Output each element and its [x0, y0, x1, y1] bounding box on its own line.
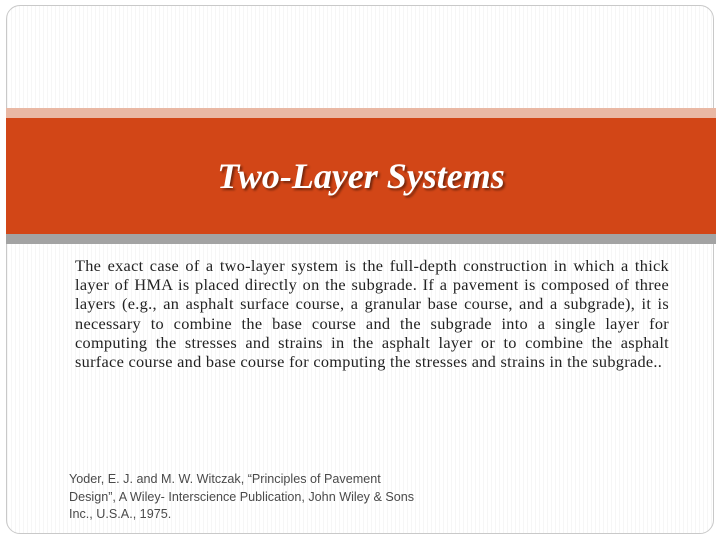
slide-body-text: The exact case of a two-layer system is the full-depth construction in which a thick layer of HMA is placed directly on the subgrade. If a pavement is composed of three layers (e.g., an asphalt surface course, a granular base course, and a subgrade), it is necessary to combine the base course and the subgrade into a single layer for computing the stresses and strains in the asphalt layer or to combine the asphalt surface course and base course for computing the stresses and strains in the subgrade.. [75, 256, 669, 372]
title-band-top-stripe [6, 108, 716, 118]
slide-reference: Yoder, E. J. and M. W. Witczak, “Principles of Pavement Design”, A Wiley- Interscience Publication, John Wiley & Sons Inc., U.S.A., 1975. [69, 472, 415, 521]
slide-title: Two-Layer Systems [217, 156, 505, 196]
title-band-bottom-stripe [6, 234, 716, 244]
